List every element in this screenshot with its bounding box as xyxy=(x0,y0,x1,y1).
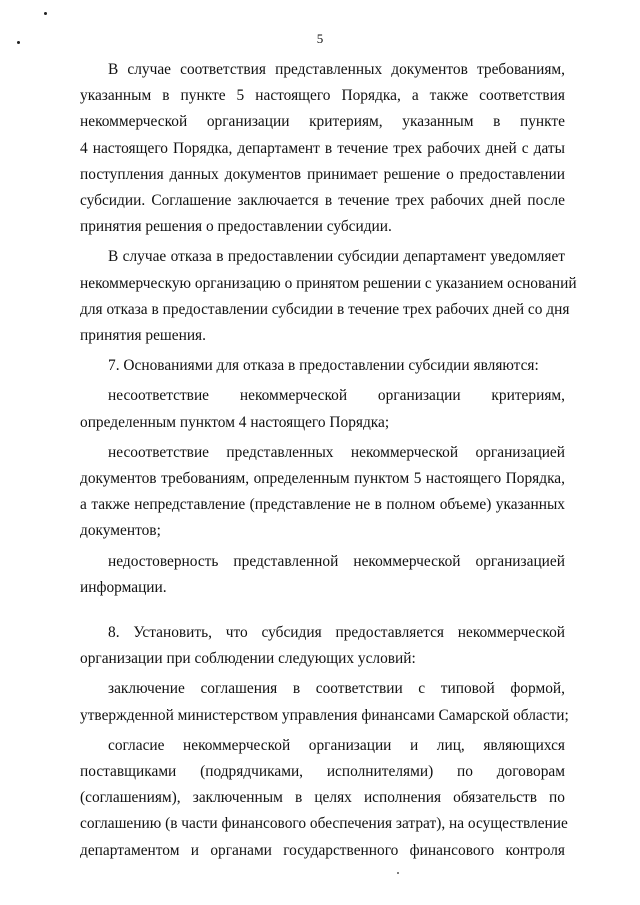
text-line: документов; xyxy=(80,522,161,540)
text-line: организации при соблюдении следующих условий: xyxy=(80,650,416,668)
text-line: утвержденной министерством управления финансами Самарской области; xyxy=(80,706,569,724)
text-line: В случае соответствия представленных документов требованиям, xyxy=(108,61,565,78)
text-line: В случае отказа в предоставлении субсидии департамент уведомляет xyxy=(108,248,565,266)
paragraph xyxy=(80,676,569,728)
text-line: принятия решения. xyxy=(80,327,206,345)
text-line: определенным пунктом 4 настоящего Порядка; xyxy=(80,413,390,431)
text-line: несоответствие некоммерческой организации критериям, xyxy=(108,387,565,405)
text-line: некоммерческой организации критериям, указанным в пункте xyxy=(80,113,565,131)
document-body xyxy=(80,57,577,868)
text-line: заключение соглашения в соответствии с типовой формой, xyxy=(108,680,565,698)
text-line: (соглашениям), заключенным в целях исполнения обязательств по xyxy=(80,789,565,807)
paragraph xyxy=(80,383,565,435)
scan-speck xyxy=(44,12,47,15)
text-line: принятия решения о предоставлении субсидии. xyxy=(80,218,392,236)
text-line: 4 настоящего Порядка, департамент в течение трех рабочих дней с даты xyxy=(80,139,565,157)
text-line: согласие некоммерческой организации и лиц, являющихся xyxy=(108,736,565,754)
paragraph xyxy=(80,440,565,545)
text-line: субсидии. Соглашение заключается в течение трех рабочих дней после xyxy=(80,192,565,210)
text-line: информации. xyxy=(80,578,167,596)
text-line: недостоверность представленной некоммерческой организацией xyxy=(108,552,565,570)
text-line: поступления данных документов принимает решение о предоставлении xyxy=(80,165,565,183)
text-line: 7. Основаниями для отказа в предоставлении субсидии являются: xyxy=(108,357,539,375)
scan-speck xyxy=(397,872,399,874)
text-line: документов требованиям, определенным пунктом 5 настоящего Порядка, xyxy=(80,470,565,488)
text-line: указанным в пункте 5 настоящего Порядка, а также соответствия xyxy=(80,87,565,105)
text-line: некоммерческую организацию о принятом решении с указанием оснований xyxy=(80,274,577,292)
text-line: несоответствие представленных некоммерческой организацией xyxy=(108,443,565,461)
paragraph xyxy=(80,549,565,601)
page-number: 5 xyxy=(316,31,324,46)
text-line: 8. Установить, что субсидия предоставляется некоммерческой xyxy=(108,624,565,642)
paragraph xyxy=(80,244,577,349)
text-line: для отказа в предоставлении субсидии в течение трех рабочих дней со дня xyxy=(80,300,570,318)
paragraph xyxy=(80,57,565,240)
text-line: а также непредставление (представление не в полном объеме) указанных xyxy=(80,496,565,514)
text-line: соглашению (в части финансового обеспечения затрат), на осуществление xyxy=(80,815,568,833)
paragraph xyxy=(80,620,565,672)
paragraph xyxy=(80,353,565,379)
paragraph xyxy=(80,733,568,864)
text-line: департаментом и органами государственного финансового контроля xyxy=(80,841,565,859)
text-line: поставщиками (подрядчиками, исполнителями) по договорам xyxy=(80,763,565,781)
